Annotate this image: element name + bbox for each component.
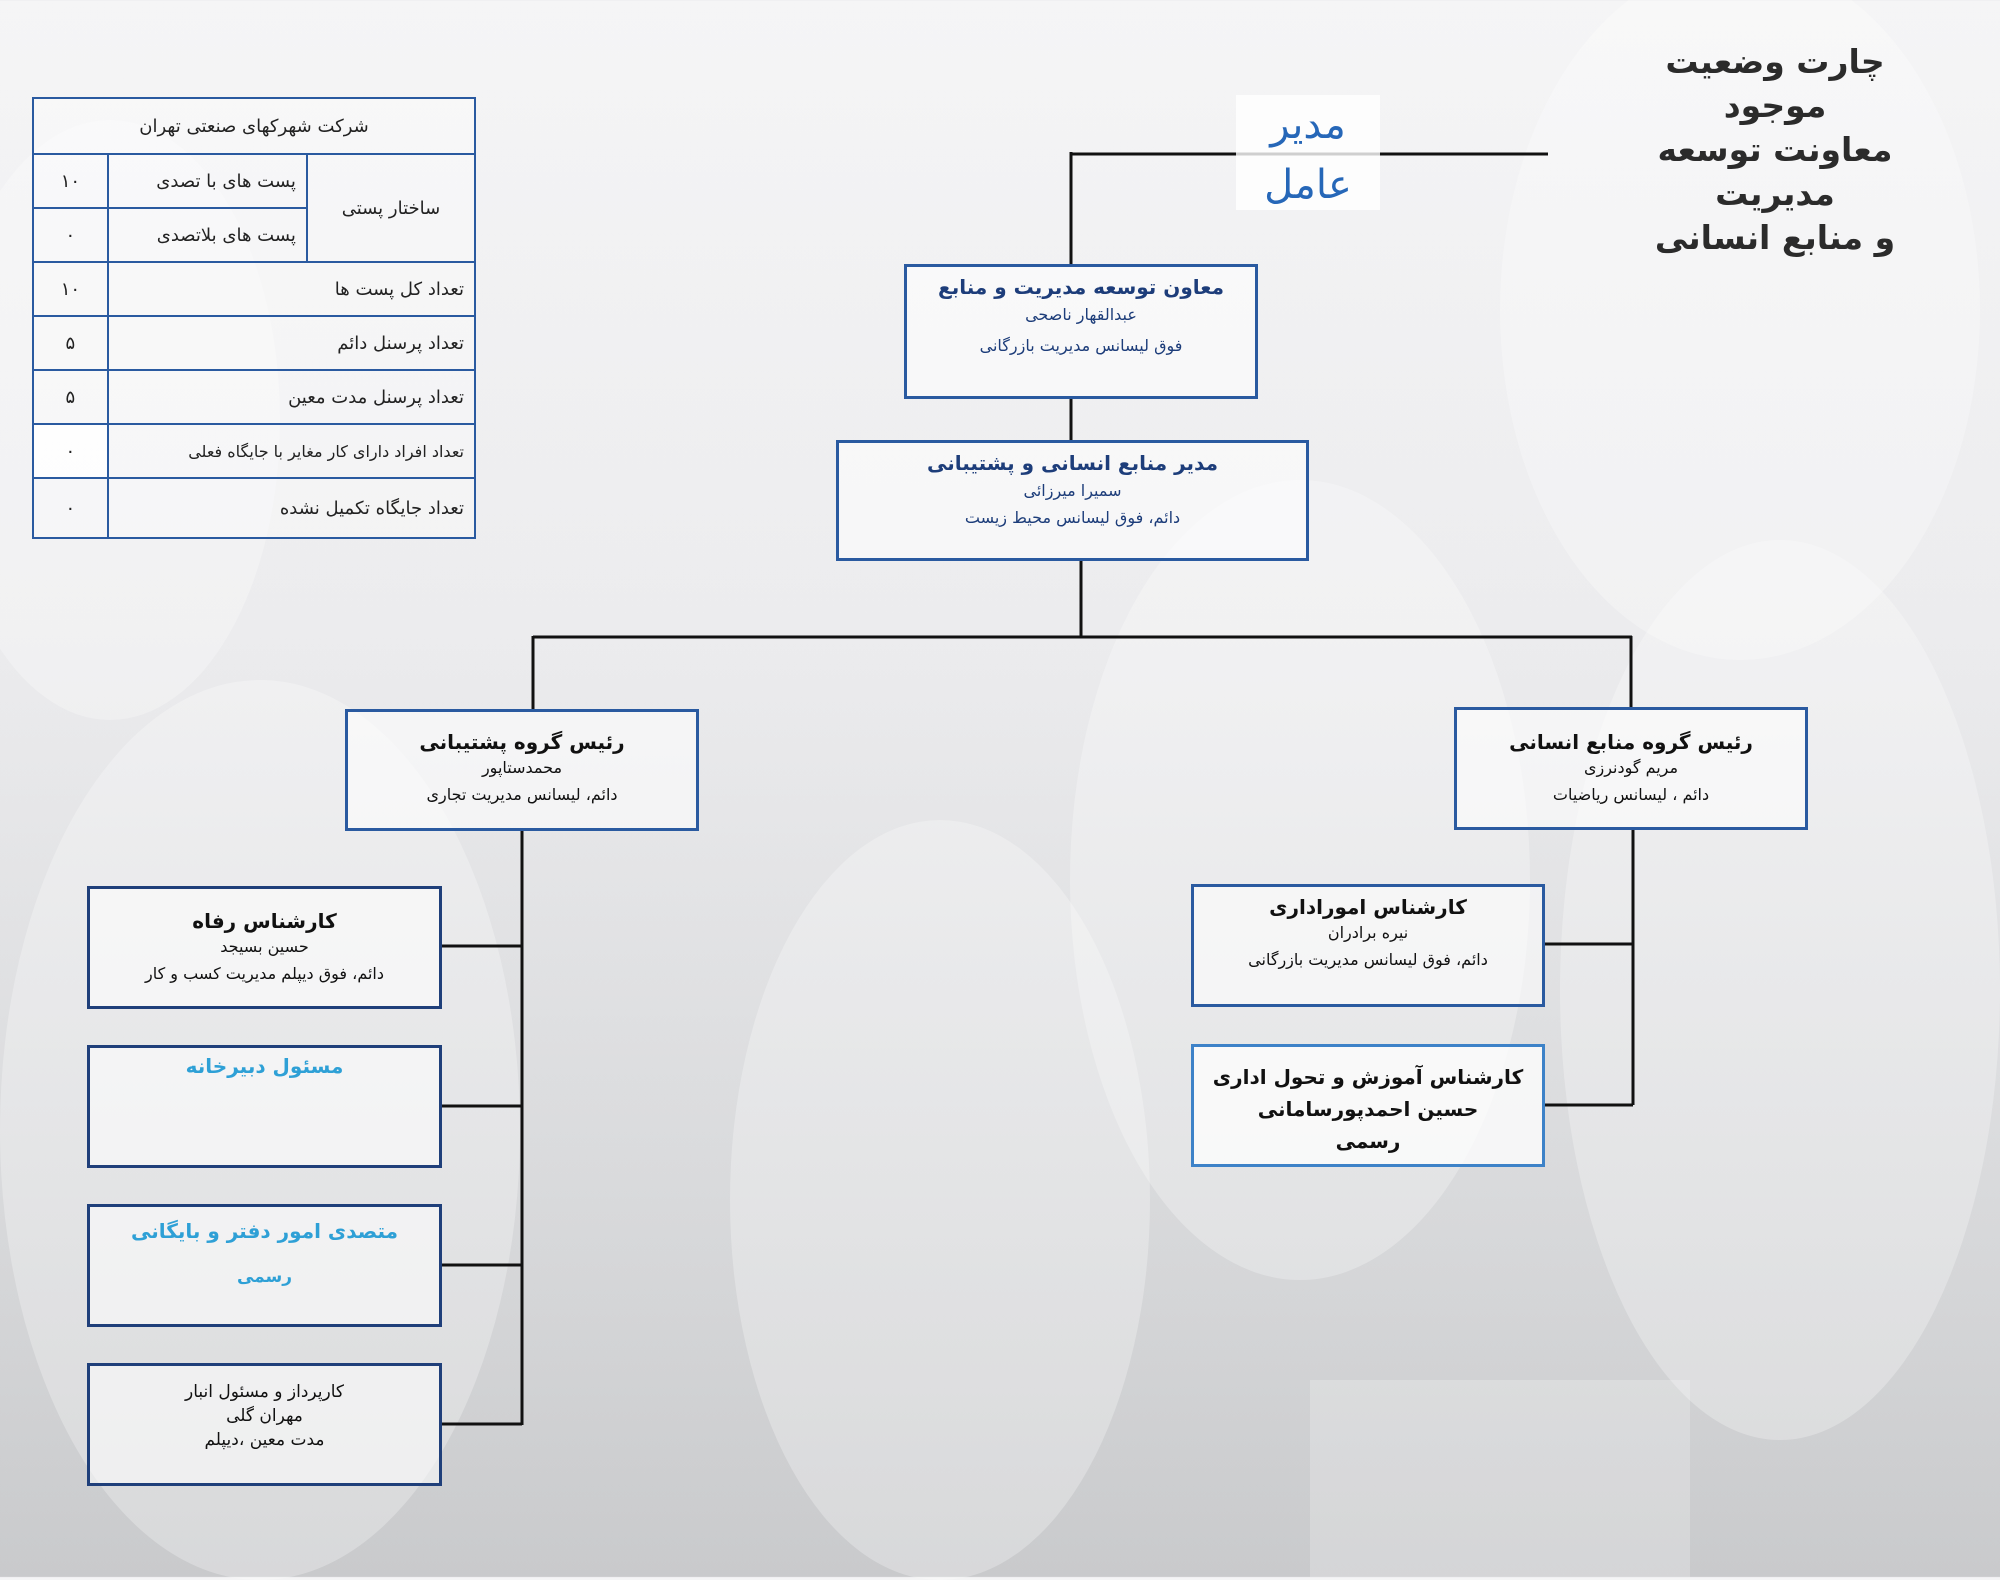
deputy-box <box>904 264 1258 399</box>
deputy-name: عبدالقهار ناصحی <box>1025 305 1137 324</box>
archive-detail: رسمی <box>236 1267 293 1287</box>
mismatch-label: تعداد افراد دارای کار مغایر با جایگاه فعلی <box>108 424 475 478</box>
mismatch-value: ۰ <box>33 424 108 478</box>
total-posts-label: تعداد کل پست ها <box>108 262 475 316</box>
secretariat-box <box>87 1045 442 1168</box>
procurement-box <box>87 1363 442 1486</box>
title-line-3: و منابع انسانی <box>1654 218 1896 257</box>
fixed-term-label: تعداد پرسنل مدت معین <box>108 370 475 424</box>
vacant-value: ۰ <box>33 208 108 262</box>
welfare-title: کارشناس رفاه <box>192 909 337 933</box>
admin-expert-box <box>1191 884 1545 1007</box>
occupied-value: ۱۰ <box>33 154 108 208</box>
page-title <box>1610 40 1940 260</box>
total-posts-value: ۱۰ <box>33 262 108 316</box>
fixed-term-value: ۵ <box>33 370 108 424</box>
structure-label: ساختار پستی <box>307 154 475 262</box>
permanent-value: ۵ <box>33 316 108 370</box>
support-head-detail: دائم، لیسانس مدیریت تجاری <box>426 785 618 804</box>
hr-manager-detail: دائم، فوق لیسانس محیط زیست <box>964 508 1181 527</box>
welfare-detail: دائم، فوق دیپلم مدیریت کسب و کار <box>145 964 384 983</box>
hr-head-box <box>1454 707 1808 830</box>
support-head-name: محمدستاپور <box>481 758 563 777</box>
training-expert-name: حسین احمدپورسامانی <box>1257 1097 1479 1121</box>
admin-expert-title: کارشناس اموراداری <box>1269 895 1467 919</box>
hr-head-title: رئیس گروه منابع انسانی <box>1509 730 1753 754</box>
hr-manager-title: مدیر منابع انسانی و پشتیبانی <box>927 451 1218 475</box>
unfilled-label: تعداد جایگاه تکمیل نشده <box>108 478 475 538</box>
support-head-box <box>345 709 699 831</box>
support-head-title: رئیس گروه پشتیبانی <box>419 730 625 754</box>
welfare-name: حسین بسیجد <box>220 937 309 956</box>
ceo-box <box>1236 95 1380 210</box>
permanent-label: تعداد پرسنل دائم <box>108 316 475 370</box>
archive-title: متصدی امور دفتر و بایگانی <box>130 1219 399 1243</box>
admin-expert-name: نیره برادران <box>1327 923 1409 942</box>
info-table <box>32 97 476 539</box>
unfilled-value: ۰ <box>33 478 108 538</box>
training-expert-box <box>1191 1044 1545 1167</box>
title-line-2: معاونت توسعه مدیریت <box>1657 130 1893 213</box>
training-expert-title: کارشناس آموزش و تحول اداری <box>1212 1065 1524 1089</box>
ceo-label: مدیر عامل <box>1264 102 1352 208</box>
hr-head-name: مریم گودنرزی <box>1583 758 1679 777</box>
welfare-box <box>87 886 442 1009</box>
hr-head-detail: دائم ، لیسانس ریاضیات <box>1552 785 1710 804</box>
training-expert-detail: رسمی <box>1335 1129 1401 1153</box>
title-line-1: چارت وضعیت موجود <box>1665 42 1885 125</box>
archive-box <box>87 1204 442 1327</box>
deputy-title: معاون توسعه مدیریت و منابع <box>938 275 1224 299</box>
secretariat-title: مسئول دبیرخانه <box>185 1054 344 1078</box>
hr-manager-box <box>836 440 1309 561</box>
company-name: شرکت شهرکهای صنعتی تهران <box>33 98 475 154</box>
occupied-label: پست های با تصدی <box>108 154 307 208</box>
procurement-detail: مدت معین ،دیپلم <box>204 1430 325 1450</box>
procurement-title: کارپرداز و مسئول انبار <box>184 1382 345 1402</box>
hr-manager-name: سمیرا میرزائی <box>1023 481 1122 500</box>
admin-expert-detail: دائم، فوق لیسانس مدیریت بازرگانی <box>1248 950 1488 969</box>
procurement-name: مهران گلی <box>226 1406 303 1426</box>
vacant-label: پست های بلاتصدی <box>108 208 307 262</box>
deputy-detail: فوق لیسانس مدیریت بازرگانی <box>979 336 1183 355</box>
